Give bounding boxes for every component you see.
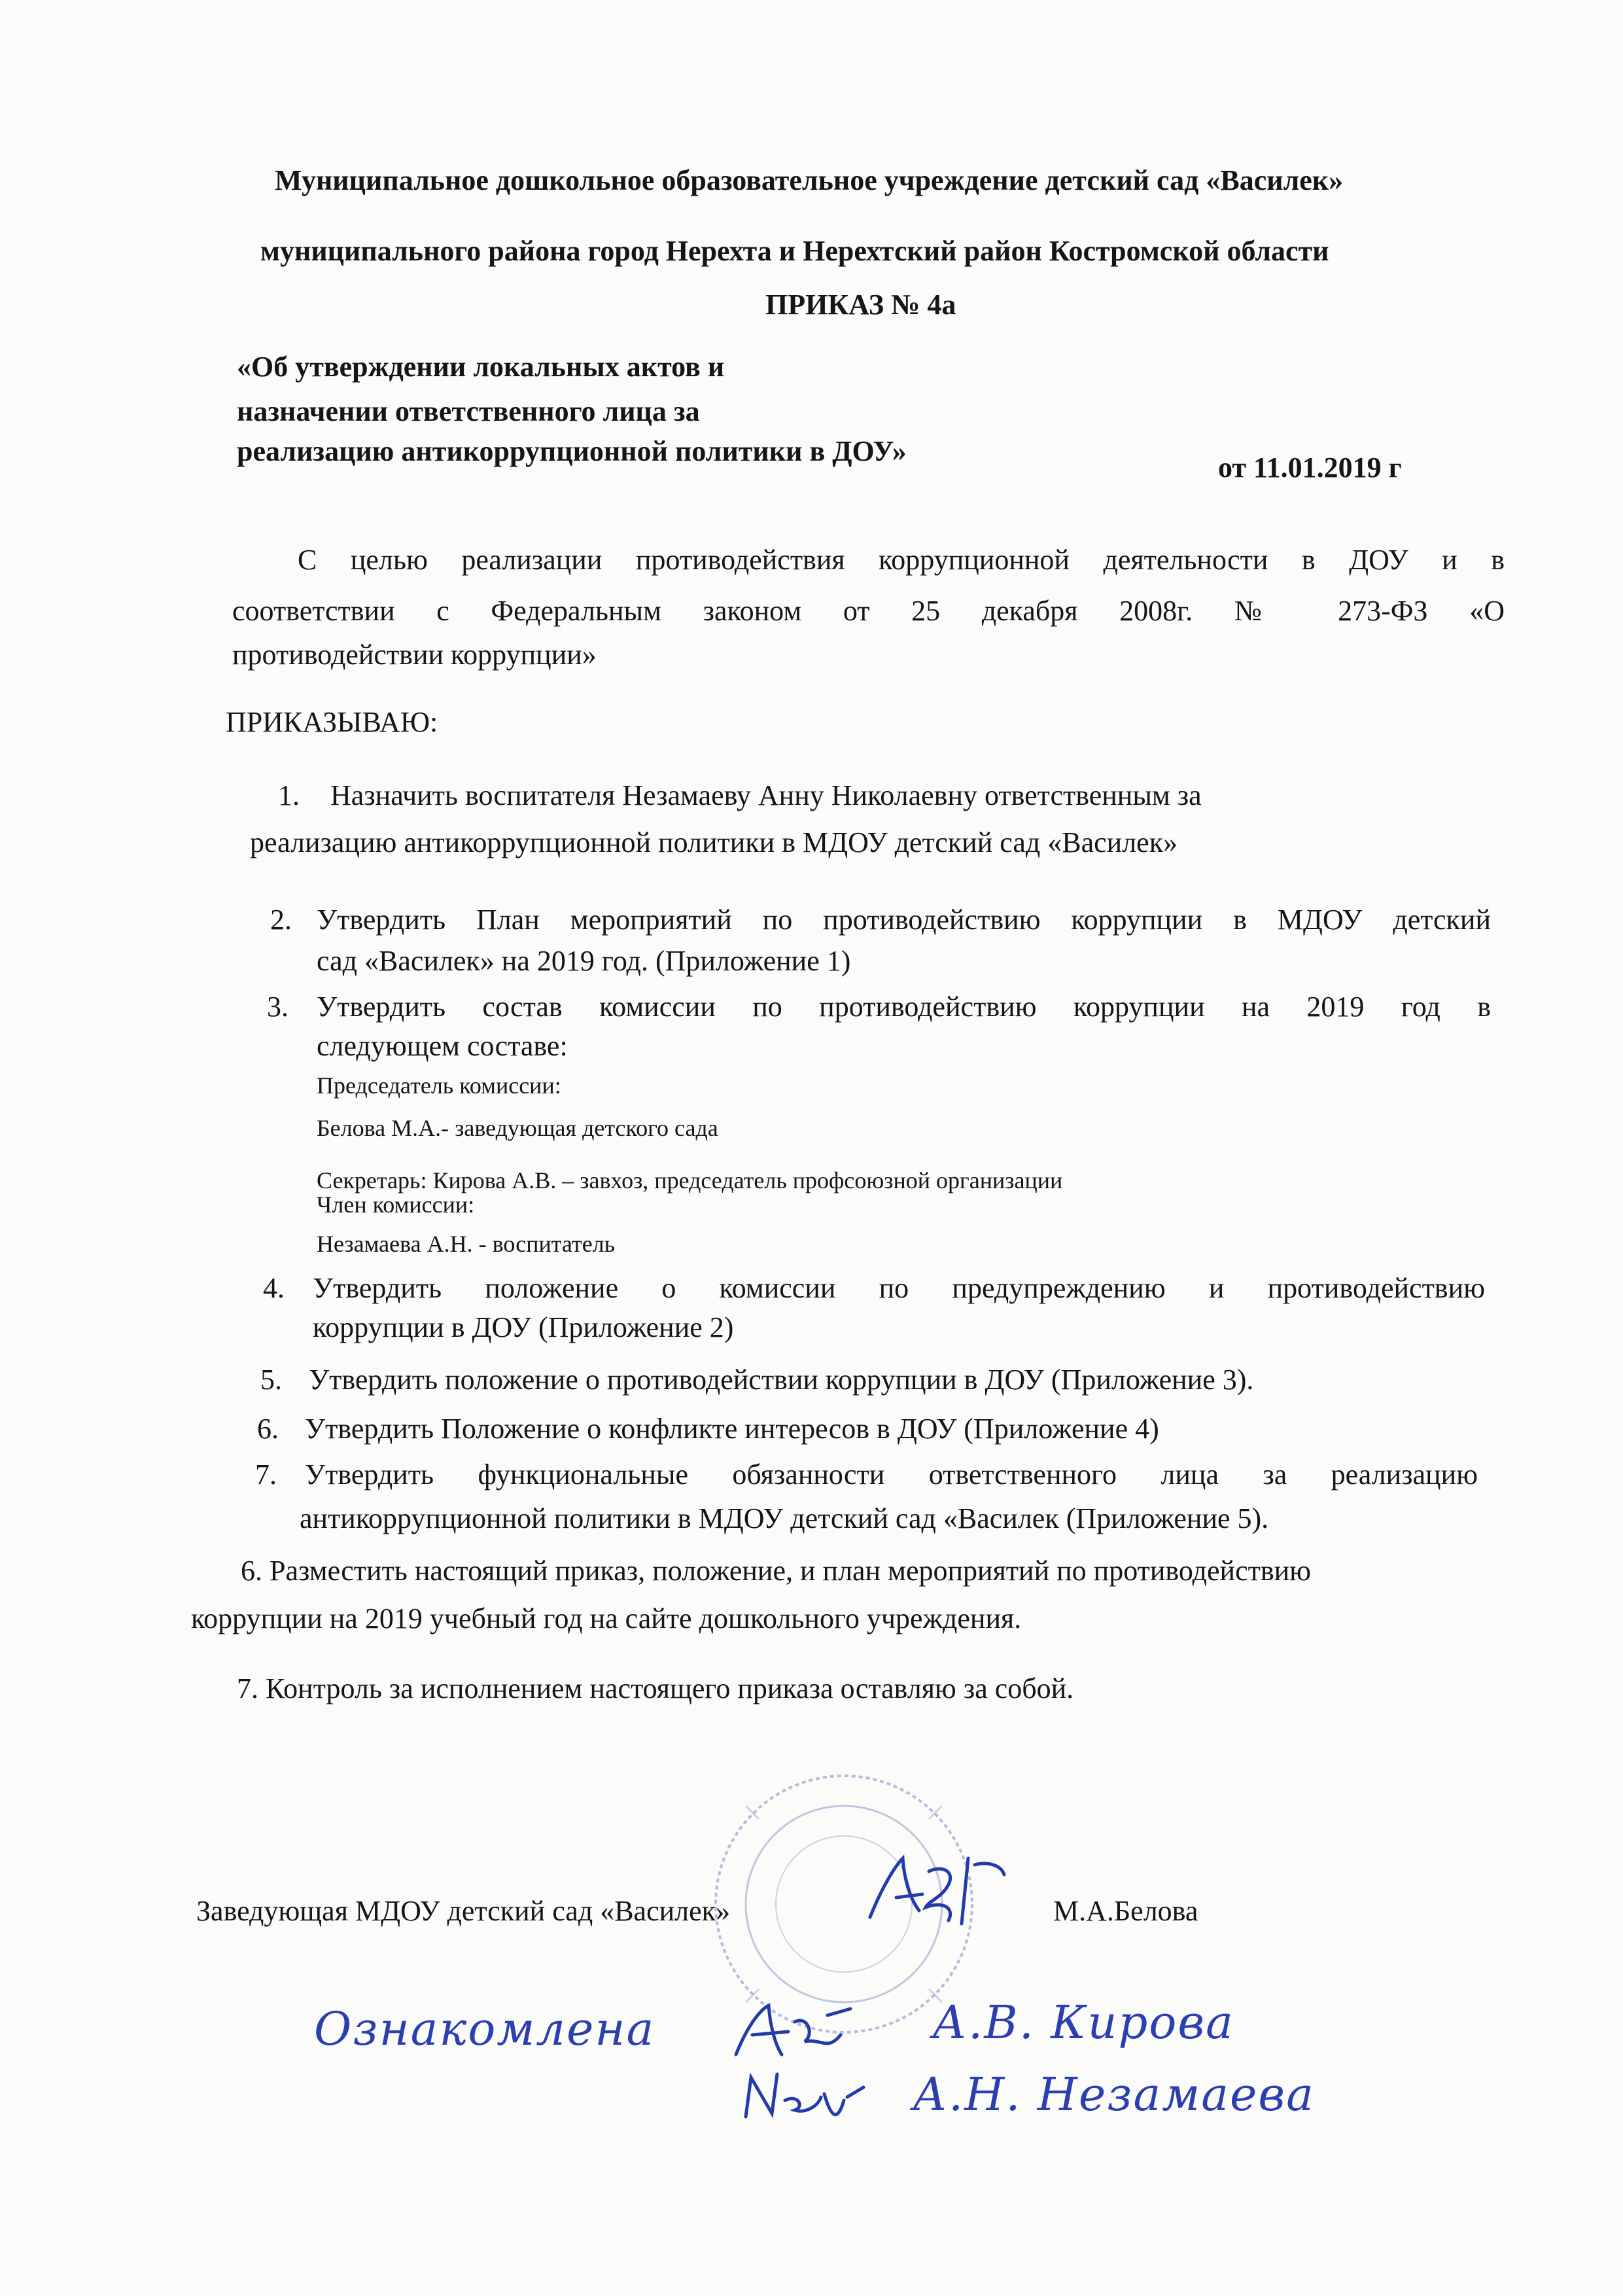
item-1-number: 1.: [278, 779, 300, 811]
commission-secretary: Секретарь: Кирова А.В. – завхоз, председатель профсоюзной организации: [317, 1167, 1063, 1193]
acknowledgement-label: Ознакомлена: [314, 2002, 655, 2056]
signature-name: М.А.Белова: [1053, 1895, 1198, 1927]
item-6-number: 6.: [257, 1413, 279, 1445]
item-4-line1: Утвердить положение о комиссии по предупреждению и противодействию: [313, 1272, 1485, 1304]
item-2-line2: сад «Василек» на 2019 год. (Приложение 1): [317, 945, 851, 977]
institution-name-line1: Муниципальное дошкольное образовательное учреждение детский сад «Василек»: [275, 164, 1344, 196]
item-4-line2: коррупции в ДОУ (Приложение 2): [313, 1311, 734, 1343]
paragraph-6-line1: 6. Разместить настоящий приказ, положение, и план мероприятий по противодействию: [241, 1555, 1312, 1587]
preamble-line2: соответствии с Федеральным законом от 25 декабря 2008г. № 273-ФЗ «О: [232, 595, 1505, 627]
directive: ПРИКАЗЫВАЮ:: [226, 706, 438, 738]
signature-position: Заведующая МДОУ детский сад «Василек»: [196, 1895, 731, 1927]
item-1-line2: реализацию антикоррупционной политики в МДОУ детский сад «Василек»: [250, 826, 1178, 858]
item-7-line2: антикоррупционной политики в МДОУ детский сад «Василек (Приложение 5).: [300, 1502, 1269, 1534]
kirova-initials-signature: [729, 1996, 860, 2068]
order-subject-line1: «Об утверждении локальных актов и: [237, 351, 725, 383]
item-3-line2: следующем составе:: [317, 1030, 568, 1062]
order-subject-line2: назначении ответственного лица за: [237, 395, 700, 427]
order-date: от 11.01.2019 г: [1218, 451, 1402, 484]
paragraph-7: 7. Контроль за исполнением настоящего приказа оставляю за собой.: [237, 1672, 1074, 1704]
commission-member: Незамаева А.Н. - воспитатель: [317, 1231, 616, 1257]
item-1-line1: Назначить воспитателя Незамаеву Анну Николаевну ответственным за: [330, 779, 1202, 811]
nezamaeva-initials-signature: [739, 2061, 870, 2133]
item-2-line1: Утвердить План мероприятий по противодействию коррупции в МДОУ детский: [317, 904, 1491, 936]
acknowledgement-nezamaeva: А.Н. Незамаева: [913, 2068, 1315, 2121]
paragraph-6-line2: коррупции на 2019 учебный год на сайте дошкольного учреждения.: [191, 1602, 1022, 1634]
item-2-number: 2.: [270, 904, 292, 936]
item-7-number: 7.: [255, 1458, 277, 1491]
item-6-text: Утвердить Положение о конфликте интересов в ДОУ (Приложение 4): [305, 1413, 1159, 1445]
commission-member-label: Член комиссии:: [317, 1192, 475, 1218]
preamble-line1: С целью реализации противодействия коррупционной деятельности в ДОУ и в: [298, 544, 1505, 576]
institution-name-line2: муниципального района город Нерехта и Нерехтский район Костромской области: [260, 235, 1329, 267]
order-subject-line3: реализацию антикоррупционной политики в ДОУ»: [237, 435, 907, 467]
item-3-number: 3.: [267, 991, 288, 1023]
commission-chair-label: Председатель комиссии:: [317, 1072, 561, 1099]
item-3-line1: Утвердить состав комиссии по противодействию коррупции на 2019 год в: [317, 991, 1491, 1023]
item-5-text: Утвердить положение о противодействии коррупции в ДОУ (Приложение 3).: [309, 1364, 1254, 1396]
item-5-number: 5.: [260, 1364, 282, 1396]
commission-chair: Белова М.А.- заведующая детского сада: [317, 1115, 718, 1141]
order-title: ПРИКАЗ № 4а: [765, 289, 956, 321]
item-7-line1: Утвердить функциональные обязанности ответственного лица за реализацию: [305, 1458, 1478, 1491]
preamble-line3: противодействии коррупции»: [232, 639, 597, 671]
head-signature: [857, 1845, 1014, 1937]
acknowledgement-kirova: А.В. Кирова: [932, 1996, 1234, 2049]
item-4-number: 4.: [263, 1272, 285, 1304]
